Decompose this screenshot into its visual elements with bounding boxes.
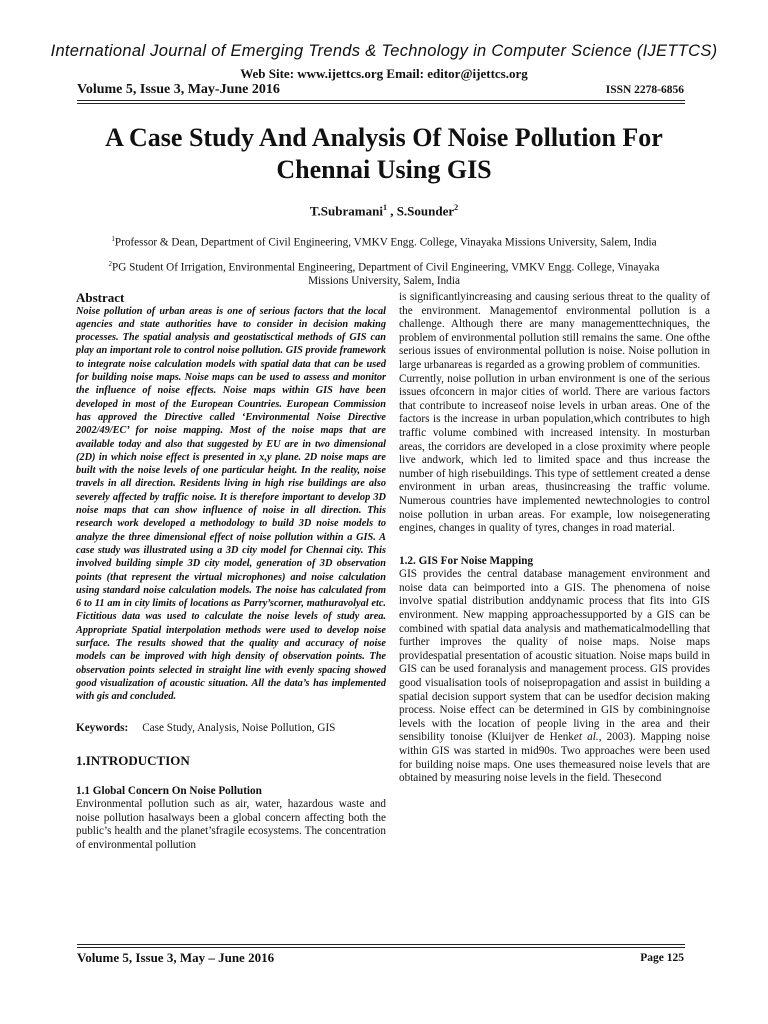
affiliation-1-sup: 1 [111, 235, 115, 243]
header-rule-second [77, 103, 685, 104]
paper-title: A Case Study And Analysis Of Noise Pollution For Chennai Using GIS [105, 123, 663, 184]
footer-volume: Volume 5, Issue 3, May – June 2016 [77, 950, 275, 965]
affiliation-2-sup: 2 [108, 260, 113, 268]
header-volume: Volume 5, Issue 3, May-June 2016 [77, 82, 280, 97]
right-paragraph-3 [399, 568, 710, 786]
introduction-heading: 1.INTRODUCTION [76, 753, 190, 769]
right-paragraph-3-part-b: , 2003). Mapping noise within GIS was started in mid90s. Two approaches were been used for building noise maps. One uses themeasured noise levels that are obtained by measuring noise levels in the field. Thesecond [399, 731, 710, 785]
header-rule [77, 100, 685, 101]
authors-line [0, 203, 768, 219]
affiliation-2 [90, 258, 678, 288]
introduction-paragraph: Environmental pollution such as air, water, hazardous waste and noise pollution hasalways been a global concern affecting both the public’s health and the planet’sfragile ecosystems. The concentration of environmental pollution [76, 798, 386, 852]
affiliation-1-text: Professor & Dean, Department of Civil Engineering, VMKV Engg. College, Vinayaka Missions University, Salem, India [114, 236, 657, 249]
left-column [76, 291, 386, 853]
right-paragraph-1: is significantlyincreasing and causing serious threat to the quality of the environment. Managementof environmental pollution is a challenge. Although there are many managementtechniques, the problem of environmental pollution still remains the same. One ofthe serious issues of environmental pollution is noise. Noise pollution in large urbanareas is regarded as a growing problem of communities. [399, 291, 710, 371]
author-1-sup: 1 [382, 203, 387, 212]
footer-rule [77, 944, 685, 945]
keywords-label: Keywords: [76, 721, 129, 734]
header-issn: ISSN 2278-6856 [605, 84, 684, 96]
subsection-1-1-heading: 1.1 Global Concern On Noise Pollution [76, 784, 262, 797]
affiliation-2-text: PG Student Of Irrigation, Environmental Engineering, Department of Civil Engineering, VMKV Engg. College, Vinayaka Missions University, Salem, India [112, 261, 660, 287]
author-separator: , [386, 203, 397, 219]
subsection-1-2-heading: 1.2. GIS For Noise Mapping [399, 554, 534, 567]
right-paragraph-3-part-a: GIS provides the central database management environment and noise data can beimported into a GIS. The phenomena of noise involve spatial distribution anddynamic process that fits into GIS environment. New mapping approachessupported by a GIS can be combined with spatial data analysis and mathematicalmodelling that further improves the quality of noise maps. Noise maps providespatial presentation of acoustic situation. Noise maps build in GIS can be used foranalysis and management process. GIS provides good visualisation tools of noisepropagation and assist in building a spatial decision support system that can be usedfor decision making process. Noise effect can be determined in GIS by combiningnoise levels with the location of people living in the area and their sensibility tonoise (Kluijver de Henk [399, 568, 710, 744]
right-paragraph-2: Currently, noise pollution in urban environment is one of the serious issues ofconcern in major cities of world. There are various factors that contribute to increaseof noise levels in urban areas. One of the factors is the increase in urban population,which contributes to high traffic volume combined with increased intensity. In mosturban areas, the corridors are developed in a close proximity where people live andwork, which led to limited space and thus increase the number of high risebuildings. This type of settlement created a dense environment in urban areas, thusincreasing the traffic volume. Numerous countries have implemented newtechnologies to control noise pollution in urban areas. For example, low noisegenerating engines, changes in quality of tyres, changes in road material. [399, 372, 710, 535]
page-number: Page 125 [640, 952, 684, 964]
keywords-line [76, 722, 386, 736]
author-2: S.Sounder [396, 203, 455, 219]
right-paragraph-3-et-al: et al. [573, 731, 599, 744]
right-column [399, 291, 710, 786]
abstract-heading: Abstract [76, 290, 125, 305]
author-2-sup: 2 [454, 203, 459, 212]
footer-rule-second [77, 947, 685, 948]
journal-name: International Journal of Emerging Trends & Technology in Computer Science (IJETTCS) [50, 42, 718, 60]
abstract-text: Noise pollution of urban areas is one of serious factors that the local agencies and state authorities have to consider in decision making processes. The spatial analysis and geostatisctical methods of GIS can play an important role to control noise pollution. GIS provide framework to integrate noise calculation models with spatial data that can be used for building noise maps. Noise maps can be used to assess and monitor the influence of noise effects. Noise maps within GIS have been developed in most of the European Countries. European Commission has approved the Directive called ‘Environmental Noise Directive 2002/49/EC’ for noise mapping. Most of the noise maps that are available today and also that suggested by EU are in two dimensional (2D) in which noise effect is presented in x,y plane. 2D noise maps are built with the noise levels of one particular height. In the reality, noise travels in all direction. Residents living in high rise buildings are also severely affected by traffic noise. It is therefore important to develop 3D noise maps that can show influence of noise in all direction. This research work developed a methodology to build 3D noise models to analyze the three dimensional effect of noise pollution within a GIS. A case study was illustrated using a 3D city model for Chennai city. This involved building simple 3D city model, generation of 3D observation points (that represent the virtual microphones) and noise calculation using standard noise calculation models. The noise has calculated from 6 to 11 am in city limits of locations as Parry’scorner, mathuravolyal etc. Fictitious data was used to calculate the noise levels of study area. Appropriate Spatial interpolation methods were used to develop noise surface. The results showed that the quality and accuracy of noise models can be improved with high density of observation points. The observation points selected in straight line with evenly spacing showed good visualization of acoustic situation. All the data’s has implemented with gis and concluded. [76, 305, 386, 703]
author-1: T.Subramani [309, 203, 383, 219]
journal-website: Web Site: www.ijettcs.org Email: editor@ijettcs.org [240, 66, 528, 81]
affiliation-1 [90, 233, 678, 250]
keywords-text: Case Study, Analysis, Noise Pollution, GIS [142, 721, 336, 734]
